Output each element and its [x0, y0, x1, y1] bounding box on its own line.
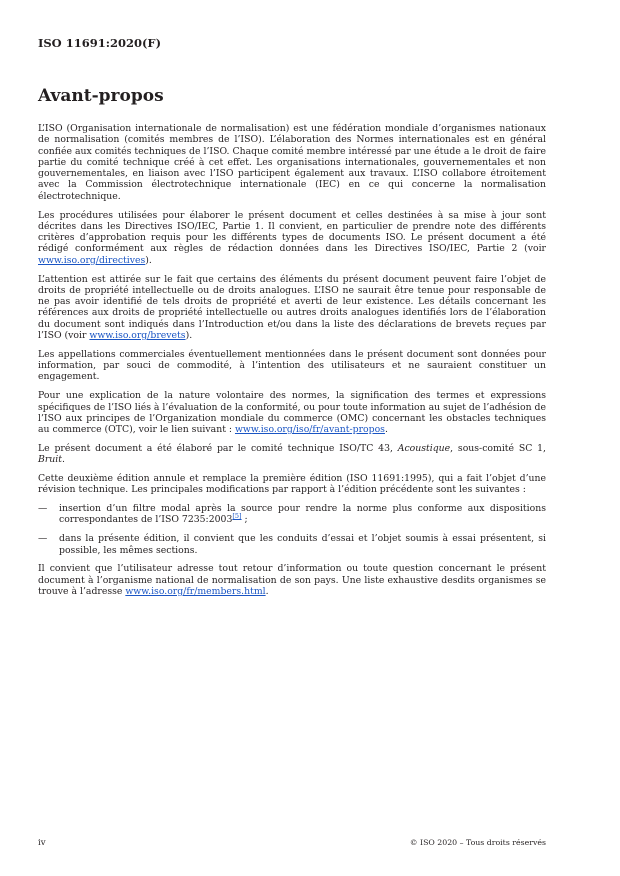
- subcommittee-name: Bruit: [38, 454, 62, 466]
- paragraph-text: .: [384, 424, 388, 436]
- paragraph-committee: [38, 443, 546, 466]
- paragraph-voluntary-nature: [38, 390, 546, 435]
- list-item-text: dans la présente édition, il convient que les conduits d’essai et l’objet soumis à essai présentent, si possible, les mêmes sections.: [59, 533, 546, 556]
- paragraph-text: ).: [185, 330, 193, 342]
- changes-list: [38, 503, 546, 556]
- paragraph-text: L’attention est attirée sur le fait que certains des éléments du présent document peuvent faire l’objet de droits de propriété intellectuelle ou de droits analogues. L’ISO ne saurait être tenue pour responsable de ne pas avoir identifié de tels droits de propriété et averti de leur existence. Les détails concernant les références aux droits de propriété intellectuelle ou autres droits analogues identifiés lors de l’élaboration du document sont indiqués dans l’Introduction et/ou dans la liste des déclarations de brevets reçues par l’ISO (voir: [38, 273, 546, 342]
- paragraph-feedback: [38, 563, 546, 597]
- list-item-text: insertion d’un filtre modal après la source pour rendre la norme plus conforme aux dispositions correspondantes de l’ISO 7235:2003: [59, 503, 546, 526]
- document-id-header: ISO 11691:2020(F): [38, 36, 162, 50]
- paragraph-text: .: [61, 454, 65, 466]
- foreword-link[interactable]: www.iso.org/iso/fr/avant-propos: [234, 424, 385, 436]
- paragraph-text: Pour une explication de la nature volontaire des normes, la signification des termes et expressions spécifiques de l’ISO liés à l’évaluation de la conformité, ou pour toute information au sujet de l’adhésion de l’ISO aux principes de l’Organization mondiale du commerce (OMC) concernant les obstacles techniques au commerce (OTC), voir le lien suivant :: [38, 390, 546, 436]
- dash-bullet: —: [38, 503, 48, 515]
- paragraph-text: L’ISO (Organisation internationale de normalisation) est une fédération mondiale d’organismes nationaux de normalisation (comités membres de l’ISO). L’élaboration des Normes internationales est en général confiée aux comités techniques de l’ISO. Chaque comité membre intéressé par une étude a le droit de faire partie du comité technique créé à cet effet. Les organisations internationales, gouvernementales et non gouvernementales, en liaison avec l’ISO participent également aux travaux. L’ISO collabore étroitement avec la Commission électrotechnique internationale (IEC) en ce qui concerne la normalisation électrotechnique.: [38, 123, 546, 202]
- page-title: Avant-propos: [38, 86, 164, 106]
- paragraph-edition: [38, 473, 546, 496]
- foreword-body: [38, 123, 546, 605]
- paragraph-text: , sous-comité SC 1,: [450, 442, 546, 454]
- page-number: iv: [38, 838, 46, 848]
- paragraph-iso-organisation: [38, 123, 546, 202]
- reference-link[interactable]: [5]: [232, 512, 242, 521]
- paragraph-text: Le présent document a été élaboré par le comité technique ISO/TC 43,: [38, 442, 398, 454]
- list-item-text: ;: [241, 514, 248, 526]
- members-link[interactable]: www.iso.org/fr/members.html: [125, 585, 266, 597]
- dash-bullet: —: [38, 533, 48, 545]
- copyright-notice: © ISO 2020 – Tous droits réservés: [409, 838, 546, 847]
- directives-link[interactable]: www.iso.org/directives: [38, 254, 146, 266]
- paragraph-patents: [38, 274, 546, 342]
- paragraph-text: Les procédures utilisées pour élaborer le présent document et celles destinées à sa mise à jour sont décrites dans les Directives ISO/IEC, Partie 1. Il convient, en particulier de prendre note des différents critères d’approbation requis pour les différents types de documents ISO. Le présent document a été rédigé conformément aux règles de rédaction données dans les Directives ISO/IEC, Partie 2 (voir: [38, 209, 546, 255]
- paragraph-text: Il convient que l’utilisateur adresse tout retour d’information ou toute question concernant le présent document à l’organisme national de normalisation de son pays. Une liste exhaustive desdits organismes se trouve à l’adresse: [38, 563, 546, 597]
- list-item: [38, 503, 546, 526]
- paragraph-text: Les appellations commerciales éventuellement mentionnées dans le présent document sont données pour information, par souci de commodité, à l’intention des utilisateurs et ne sauraient constituer un engagement.: [38, 348, 546, 383]
- patents-link[interactable]: www.iso.org/brevets: [89, 330, 186, 342]
- paragraph-text: ).: [145, 254, 152, 266]
- paragraph-text: .: [265, 585, 269, 597]
- paragraph-trade-names: [38, 349, 546, 383]
- paragraph-text: Cette deuxième édition annule et remplace la première édition (ISO 11691:1995), qui a fait l’objet d’une révision technique. Les principales modifications par rapport à l’édition précédente sont les suivantes :: [38, 473, 546, 496]
- list-item: [38, 533, 546, 556]
- committee-name: Acoustique: [397, 442, 451, 454]
- paragraph-procedures: [38, 210, 546, 266]
